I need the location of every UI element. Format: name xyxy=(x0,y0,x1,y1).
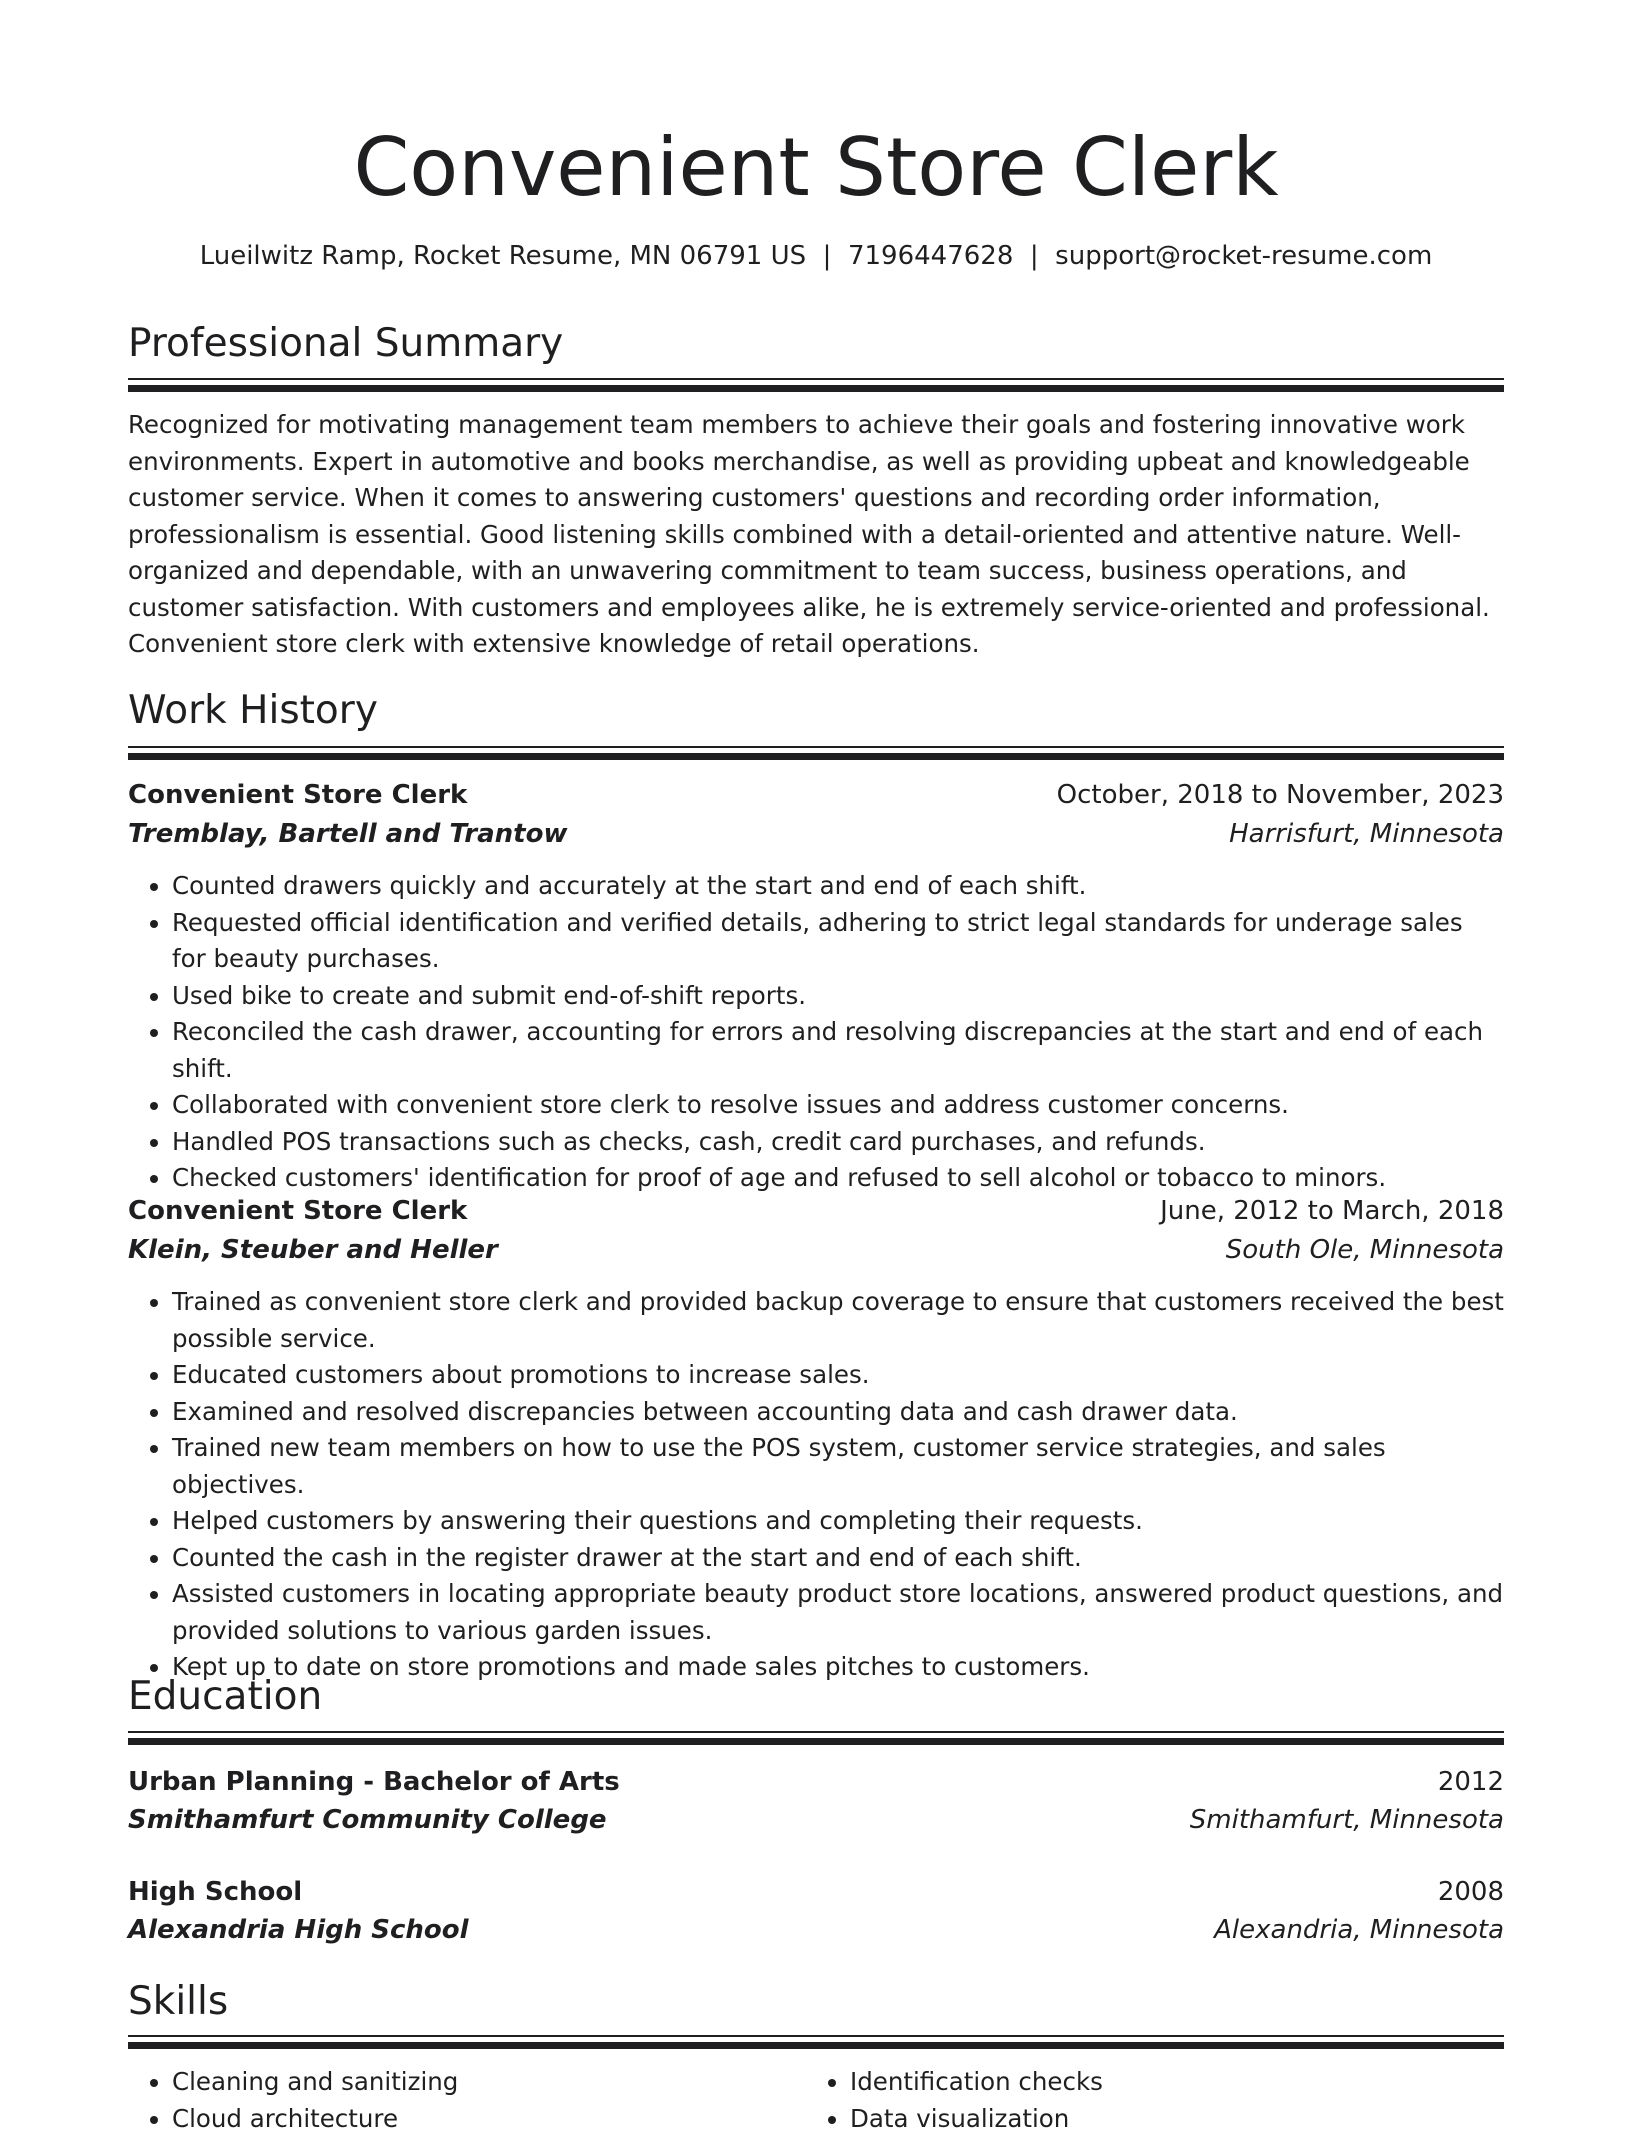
job-bullet: • Kept up to date on store promotions and made sales pitches to customers. xyxy=(172,1649,1504,1686)
job-bullet: • Trained as convenient store clerk and provided backup coverage to ensure that customers received the best possible service. xyxy=(172,1284,1504,1357)
skills-list-right xyxy=(806,2064,1486,2137)
section-title-skills: Skills xyxy=(128,1975,228,2029)
job-bullet: • Requested official identification and verified details, adhering to strict legal standards for underage sales for beauty purchases. xyxy=(172,905,1504,978)
education-header xyxy=(128,1873,1504,1911)
job-bullet: • Educated customers about promotions to increase sales. xyxy=(172,1357,1504,1394)
section-divider xyxy=(128,2035,1504,2049)
summary-text: Recognized for motivating management team members to achieve their goals and fostering innovative work environments. Expert in automotive and books merchandise, as well as providing upbeat and knowledgeable customer service. When it comes to answering customers' questions and recording order information, professionalism is essential. Good listening skills combined with a detail-oriented and attentive nature. Well-organized and dependable, with an unwavering commitment to team success, business operations, and customer satisfaction. With customers and employees alike, he is extremely service-oriented and professional. Convenient store clerk with extensive knowledge of retail operations. xyxy=(128,407,1504,663)
job-location: Harrisfurt, Minnesota xyxy=(1229,815,1504,853)
section-title-work-history: Work History xyxy=(128,684,378,738)
job-bullet: • Reconciled the cash drawer, accounting for errors and resolving discrepancies at the start and end of each shift. xyxy=(172,1014,1504,1087)
job-dates: June, 2012 to March, 2018 xyxy=(1160,1192,1504,1230)
job-dates: October, 2018 to November, 2023 xyxy=(1057,776,1504,814)
job-bullet: • Collaborated with convenient store clerk to resolve issues and address customer concerns. xyxy=(172,1087,1504,1124)
section-title-summary: Professional Summary xyxy=(128,317,563,371)
job-bullet: • Examined and resolved discrepancies between accounting data and cash drawer data. xyxy=(172,1394,1504,1431)
resume-title: Convenient Store Clerk xyxy=(128,118,1504,218)
skill-item: • Data visualization xyxy=(850,2101,1486,2137)
job-bullet: • Counted drawers quickly and accurately at the start and end of each shift. xyxy=(172,868,1504,905)
job-header xyxy=(128,1192,1504,1230)
job-bullet: • Used bike to create and submit end-of-shift reports. xyxy=(172,978,1504,1015)
skill-item: • Cleaning and sanitizing xyxy=(172,2064,808,2101)
contact-line: Lueilwitz Ramp, Rocket Resume, MN 06791 US | 7196447628 | support@rocket-resume.com xyxy=(128,236,1504,276)
job-bullet: • Assisted customers in locating appropriate beauty product store locations, answered product questions, and provided solutions to various garden issues. xyxy=(172,1576,1504,1649)
job-bullet-list xyxy=(128,868,1504,1197)
job-subheader xyxy=(128,1231,1504,1269)
education-school: Alexandria High School xyxy=(128,1911,469,1949)
job-location: South Ole, Minnesota xyxy=(1226,1231,1504,1269)
section-divider xyxy=(128,1731,1504,1745)
education-location: Alexandria, Minnesota xyxy=(1214,1911,1504,1949)
education-degree: Urban Planning - Bachelor of Arts xyxy=(128,1763,620,1801)
job-subheader xyxy=(128,815,1504,853)
job-bullet: • Handled POS transactions such as checks, cash, credit card purchases, and refunds. xyxy=(172,1124,1504,1161)
job-bullet: • Checked customers' identification for proof of age and refused to sell alcohol or tobacco to minors. xyxy=(172,1160,1504,1197)
section-divider xyxy=(128,746,1504,760)
section-title-education: Education xyxy=(128,1670,322,1724)
job-bullet: • Trained new team members on how to use the POS system, customer service strategies, and sales objectives. xyxy=(172,1430,1504,1503)
resume-page xyxy=(128,0,1504,2112)
job-header xyxy=(128,776,1504,814)
section-divider xyxy=(128,378,1504,392)
education-subheader xyxy=(128,1801,1504,1839)
skill-item: • Cloud architecture xyxy=(172,2101,808,2137)
education-location: Smithamfurt, Minnesota xyxy=(1190,1801,1504,1839)
skill-item: • Identification checks xyxy=(850,2064,1486,2101)
job-company: Tremblay, Bartell and Trantow xyxy=(128,815,567,853)
education-year: 2008 xyxy=(1438,1873,1504,1911)
job-title: Convenient Store Clerk xyxy=(128,1192,467,1230)
education-school: Smithamfurt Community College xyxy=(128,1801,607,1839)
job-bullet: • Counted the cash in the register drawer at the start and end of each shift. xyxy=(172,1540,1504,1577)
education-degree: High School xyxy=(128,1873,302,1911)
education-subheader xyxy=(128,1911,1504,1949)
job-bullet-list xyxy=(128,1284,1504,1686)
job-bullet: • Helped customers by answering their questions and completing their requests. xyxy=(172,1503,1504,1540)
education-year: 2012 xyxy=(1438,1763,1504,1801)
job-title: Convenient Store Clerk xyxy=(128,776,467,814)
education-header xyxy=(128,1763,1504,1801)
skills-list-left xyxy=(128,2064,808,2137)
job-company: Klein, Steuber and Heller xyxy=(128,1231,498,1269)
